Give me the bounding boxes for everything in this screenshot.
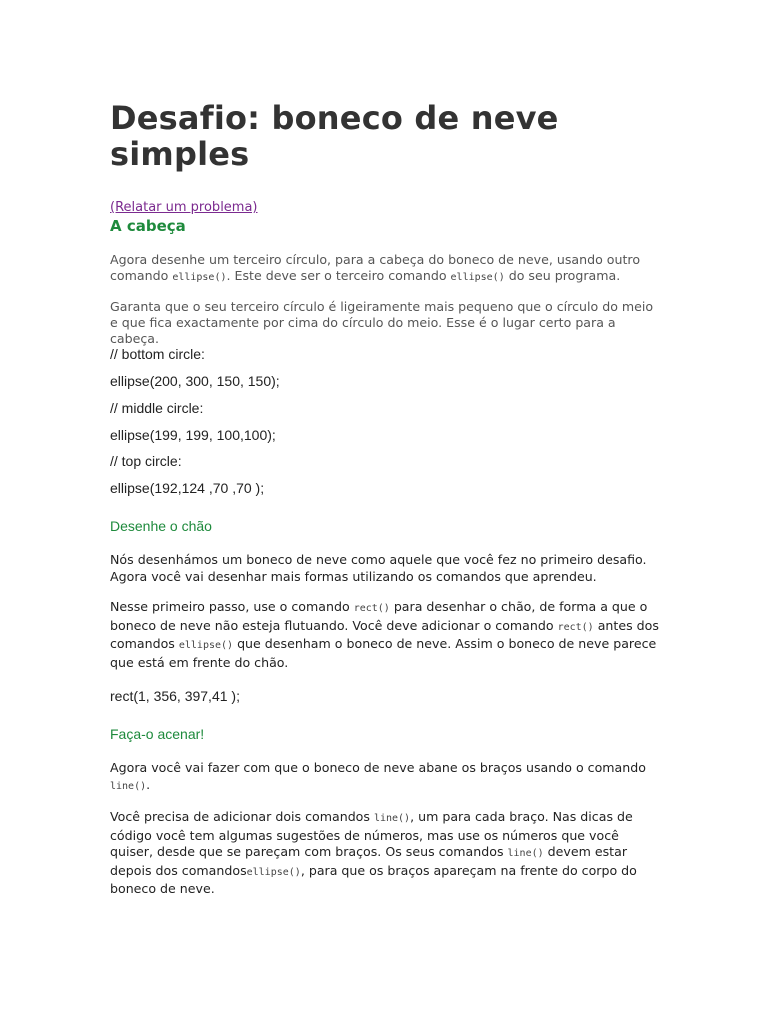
code-line: // middle circle: <box>110 400 204 416</box>
text-span: Agora você vai fazer com que o boneco de neve abane os braços usando o comando <box>110 760 646 775</box>
wave-paragraph-1 <box>110 760 660 795</box>
text-span: antes dos comandos <box>110 617 659 651</box>
ground-heading: Desenhe o chão <box>110 518 212 534</box>
text-span: Você precisa de adicionar dois comandos <box>110 809 374 824</box>
inline-code: line() <box>507 848 544 859</box>
head-paragraph-1 <box>110 252 660 286</box>
text-span: , para que os braços apareçam na frente do corpo do boneco de neve. <box>110 862 637 896</box>
report-problem-link[interactable]: (Relatar um problema) <box>110 200 258 215</box>
wave-heading: Faça-o acenar! <box>110 726 205 742</box>
text-span: do seu programa. <box>504 268 621 283</box>
page-title: Desafio: boneco de neve simples <box>110 99 559 173</box>
inline-code: ellipse() <box>246 866 301 878</box>
inline-code: ellipse() <box>450 272 505 283</box>
text-span: . Este deve ser o terceiro comando <box>226 268 451 283</box>
text-span: para desenhar o chão, de forma a que o boneco de neve não esteja flutuando. Você deve adicionar o comando <box>110 599 648 633</box>
text-span: Agora desenhe um terceiro círculo, para a cabeça do boneco de neve, usando outro comando <box>110 252 641 283</box>
inline-code: rect() <box>557 621 594 633</box>
wave-paragraph-2 <box>110 809 660 898</box>
ground-paragraph-2 <box>110 599 660 671</box>
text-span: que desenham o boneco de neve. Assim o boneco de neve parece que está em frente do chão. <box>110 636 657 670</box>
code-line: // top circle: <box>110 453 182 469</box>
section-heading-head: A cabeça <box>110 217 186 235</box>
inline-code: ellipse() <box>178 640 234 651</box>
text-span: . <box>146 776 151 792</box>
code-line: ellipse(200, 300, 150, 150); <box>110 373 280 389</box>
text-span: devem estar depois dos comandos <box>110 844 628 878</box>
inline-code: line() <box>110 780 147 792</box>
code-line: // bottom circle: <box>110 346 205 362</box>
code-line: ellipse(199, 199, 100,100); <box>110 427 276 443</box>
ground-paragraph-1: Nós desenhámos um boneco de neve como aquele que você fez no primeiro desafio. Agora você vai desenhar mais formas utilizando os comandos que aprendeu. <box>110 552 647 584</box>
rect-code-line: rect(1, 356, 397,41 ); <box>110 688 240 704</box>
head-paragraph-2: Garanta que o seu terceiro círculo é ligeiramente mais pequeno que o círculo do meio e que fica exactamente por cima do círculo do meio. Esse é o lugar certo para a cabeça. <box>110 299 654 346</box>
code-block <box>110 346 660 496</box>
inline-code: rect() <box>353 603 390 614</box>
text-span: , um para cada braço. Nas dicas de código você tem algumas sugestões de números, mas use os números que você quiser, desde que se pareçam com braços. Os seus comandos <box>110 809 633 859</box>
inline-code: line() <box>373 813 411 824</box>
document-page <box>110 100 660 898</box>
code-line: ellipse(192,124 ,70 ,70 ); <box>110 480 265 496</box>
text-span: Nesse primeiro passo, use o comando <box>110 599 354 614</box>
inline-code: ellipse() <box>172 272 227 283</box>
